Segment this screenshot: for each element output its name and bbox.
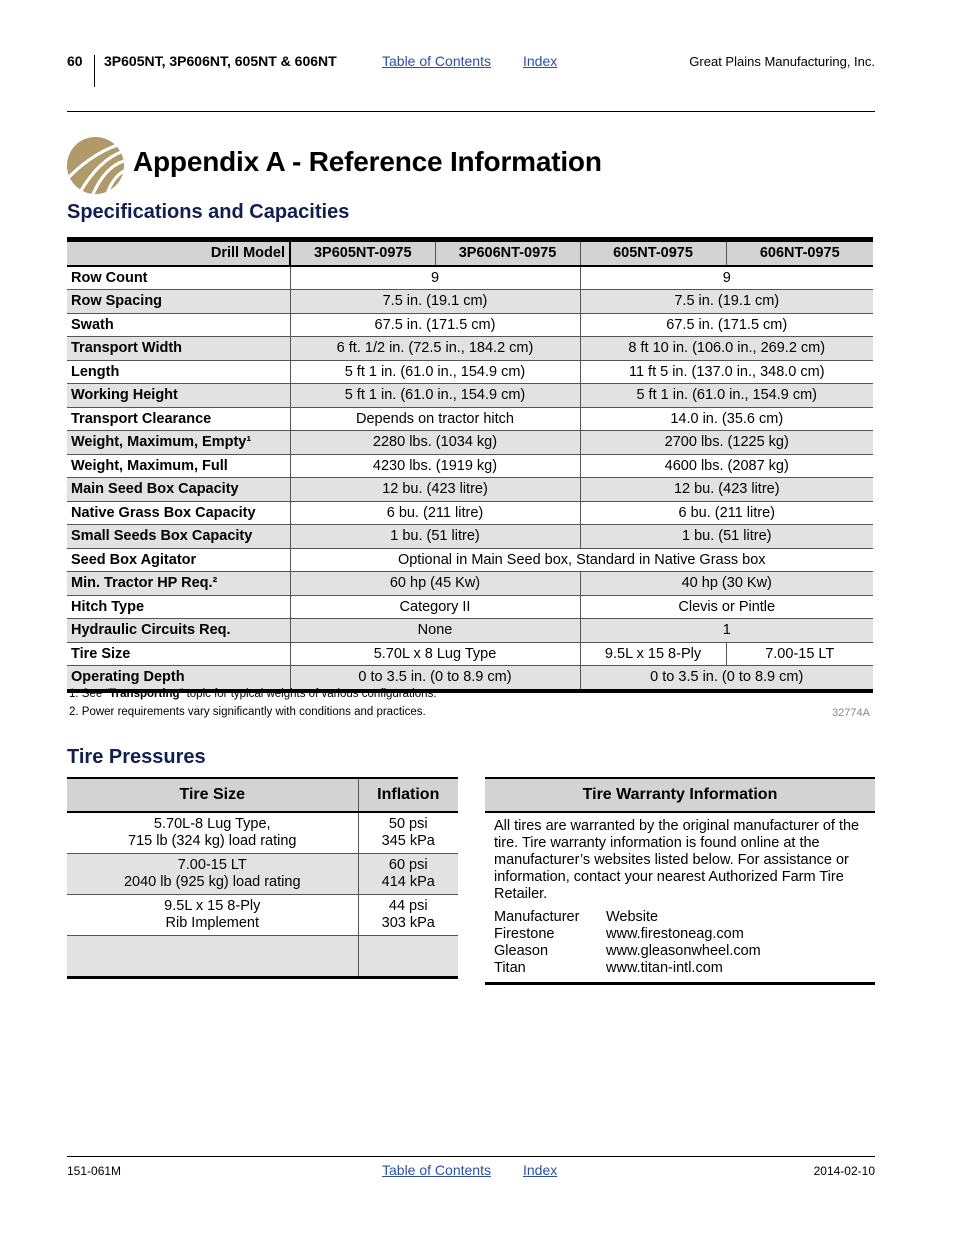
row-label: Hitch Type (67, 595, 290, 619)
row-label: Working Height (67, 384, 290, 408)
table-cell: Optional in Main Seed box, Standard in Native Grass box (290, 548, 873, 572)
table-cell: 5 ft 1 in. (61.0 in., 154.9 cm) (290, 360, 580, 384)
table-row (67, 454, 873, 478)
table-cell: 2280 lbs. (1034 kg) (290, 431, 580, 455)
table-row (67, 360, 873, 384)
table-row (67, 266, 873, 290)
tire-size-cell (67, 854, 358, 895)
table-row (67, 290, 873, 314)
table-cell: 7.5 in. (19.1 cm) (580, 290, 873, 314)
company-name: Great Plains Manufacturing, Inc. (689, 54, 875, 69)
table-cell: 1 bu. (51 litre) (580, 525, 873, 549)
list-item (494, 926, 867, 943)
footnote-text: ” topic for typical weights of various configurations. (179, 688, 437, 700)
table-cell: 8 ft 10 in. (106.0 in., 269.2 cm) (580, 337, 873, 361)
table-row (67, 407, 873, 431)
inflation-cell (358, 812, 458, 854)
table-row (67, 895, 458, 936)
table-cell: 9 (580, 266, 873, 290)
table-cell: Depends on tractor hitch (290, 407, 580, 431)
manufacturer-name: Gleason (494, 943, 549, 959)
row-label: Operating Depth (67, 666, 290, 691)
table-row (67, 812, 458, 854)
table-row (67, 478, 873, 502)
row-label: Swath (67, 313, 290, 337)
row-label: Row Count (67, 266, 290, 290)
inflation-cell (358, 895, 458, 936)
table-row (67, 431, 873, 455)
tire-size-line: 9.5L x 15 8-Ply (164, 898, 261, 914)
manufacturer-website: www.titan-intl.com (606, 960, 723, 976)
table-row (67, 619, 873, 643)
footer-toc-link[interactable]: Table of Contents (382, 1162, 491, 1178)
list-item (494, 960, 867, 977)
tire-size-line: Rib Implement (165, 915, 259, 931)
footnote-text: 1. See “ (69, 688, 110, 700)
table-cell: 67.5 in. (171.5 cm) (580, 313, 873, 337)
column-header: Tire Size (67, 778, 358, 812)
inflation-psi: 60 psi (388, 857, 428, 873)
page-title: Appendix A - Reference Information (133, 146, 602, 177)
row-label: Transport Width (67, 337, 290, 361)
column-header: 3P606NT-0975 (435, 240, 580, 266)
table-cell: 11 ft 5 in. (137.0 in., 348.0 cm) (580, 360, 873, 384)
footnote-1 (69, 688, 437, 700)
table-cell: 2700 lbs. (1225 kg) (580, 431, 873, 455)
inflation-psi: 50 psi (388, 816, 428, 832)
table-cell: 7.00-15 LT (726, 642, 873, 666)
row-label: Small Seeds Box Capacity (67, 525, 290, 549)
header-index-link[interactable]: Index (523, 53, 558, 69)
table-cell: 6 ft. 1/2 in. (72.5 in., 184.2 cm) (290, 337, 580, 361)
table-cell: 14.0 in. (35.6 cm) (580, 407, 873, 431)
table-cell: 4600 lbs. (2087 kg) (580, 454, 873, 478)
manufacturer-website: www.gleasonwheel.com (606, 943, 761, 959)
table-cell: 12 bu. (423 litre) (580, 478, 873, 502)
table-cell: 67.5 in. (171.5 cm) (290, 313, 580, 337)
inflation-cell (358, 854, 458, 895)
table-cell: 6 bu. (211 litre) (290, 501, 580, 525)
specs-heading: Specifications and Capacities (67, 201, 350, 223)
table-cell: 9 (290, 266, 580, 290)
table-cell: 4230 lbs. (1919 kg) (290, 454, 580, 478)
row-label: Transport Clearance (67, 407, 290, 431)
manufacturer-column-label: Manufacturer (494, 909, 580, 925)
table-row (67, 337, 873, 361)
tire-size-cell (67, 895, 358, 936)
tire-pressure-table (67, 777, 458, 979)
tire-warranty-box (485, 777, 875, 985)
inflation-kpa: 303 kPa (381, 915, 435, 931)
great-plains-logo-icon (67, 137, 124, 194)
manufacturer-name: Firestone (494, 926, 555, 942)
page-number: 60 (67, 53, 83, 69)
row-label: Tire Size (67, 642, 290, 666)
table-row (67, 501, 873, 525)
manufacturer-name: Titan (494, 960, 526, 976)
inflation-cell (358, 936, 458, 978)
table-cell: None (290, 619, 580, 643)
column-header: 605NT-0975 (580, 240, 726, 266)
table-row (67, 525, 873, 549)
table-row (67, 666, 873, 691)
tire-size-cell (67, 936, 358, 978)
row-label: Hydraulic Circuits Req. (67, 619, 290, 643)
footnote-2: 2. Power requirements vary significantly with conditions and practices. (69, 706, 426, 718)
row-label: Row Spacing (67, 290, 290, 314)
table-row (67, 642, 873, 666)
footer-rule (67, 1156, 875, 1157)
tire-size-cell (67, 812, 358, 854)
row-label: Weight, Maximum, Full (67, 454, 290, 478)
row-label: Main Seed Box Capacity (67, 478, 290, 502)
specifications-table (67, 237, 873, 693)
tire-size-line: 7.00-15 LT (177, 857, 247, 873)
inflation-kpa: 345 kPa (381, 833, 435, 849)
document-title: 3P605NT, 3P606NT, 605NT & 606NT (104, 53, 337, 69)
warranty-heading: Tire Warranty Information (485, 779, 875, 813)
column-header: Inflation (358, 778, 458, 812)
figure-id: 32774A (832, 707, 870, 719)
table-row (67, 384, 873, 408)
table-cell: 0 to 3.5 in. (0 to 8.9 cm) (290, 666, 580, 691)
table-row (67, 936, 458, 978)
row-label: Weight, Maximum, Empty¹ (67, 431, 290, 455)
header-divider (94, 55, 95, 87)
column-header: 3P605NT-0975 (290, 240, 435, 266)
tire-size-line: 5.70L-8 Lug Type, (153, 816, 271, 832)
table-row (67, 595, 873, 619)
row-label: Seed Box Agitator (67, 548, 290, 572)
manufacturer-website: www.firestoneag.com (606, 926, 744, 942)
table-cell: 60 hp (45 Kw) (290, 572, 580, 596)
table-cell: 9.5L x 15 8-Ply (580, 642, 726, 666)
table-cell: 1 bu. (51 litre) (290, 525, 580, 549)
table-row (67, 854, 458, 895)
row-label: Min. Tractor HP Req.² (67, 572, 290, 596)
footer-index-link[interactable]: Index (523, 1162, 558, 1178)
tire-size-line: 715 lb (324 kg) load rating (128, 833, 297, 849)
header-rule (67, 111, 875, 112)
table-row (67, 572, 873, 596)
list-item (494, 943, 867, 960)
table-cell: 5 ft 1 in. (61.0 in., 154.9 cm) (580, 384, 873, 408)
tire-pressures-heading: Tire Pressures (67, 746, 206, 768)
warranty-body (485, 813, 875, 982)
table-cell: Category II (290, 595, 580, 619)
table-cell: 6 bu. (211 litre) (580, 501, 873, 525)
table-header-row (67, 240, 873, 266)
tire-size-line: 2040 lb (925 kg) load rating (123, 874, 301, 890)
table-cell: 40 hp (30 Kw) (580, 572, 873, 596)
column-header: 606NT-0975 (726, 240, 873, 266)
table-cell: 5 ft 1 in. (61.0 in., 154.9 cm) (290, 384, 580, 408)
manufacturer-header-row (494, 909, 867, 926)
table-row (67, 313, 873, 337)
table-cell: 7.5 in. (19.1 cm) (290, 290, 580, 314)
warranty-text: All tires are warranted by the original manufacturer of the tire. Tire warranty information is found online at the manufacturer’s websites listed below. For assistance or information, contact your nearest Authorized Farm Tire Retailer. (494, 818, 860, 902)
website-column-label: Website (606, 909, 659, 925)
inflation-psi: 44 psi (388, 898, 428, 914)
row-label: Length (67, 360, 290, 384)
table-cell: 1 (580, 619, 873, 643)
table-cell: Clevis or Pintle (580, 595, 873, 619)
revision-date: 2014-02-10 (813, 1164, 875, 1178)
header-toc-link[interactable]: Table of Contents (382, 53, 491, 69)
table-cell: 0 to 3.5 in. (0 to 8.9 cm) (580, 666, 873, 691)
row-label: Native Grass Box Capacity (67, 501, 290, 525)
column-header: Drill Model (67, 240, 290, 266)
footnote-bold: Transporting (109, 688, 180, 700)
document-number: 151-061M (67, 1164, 122, 1178)
table-row (67, 548, 873, 572)
table-header-row (67, 778, 458, 812)
table-cell: 12 bu. (423 litre) (290, 478, 580, 502)
inflation-kpa: 414 kPa (381, 874, 435, 890)
table-cell: 5.70L x 8 Lug Type (290, 642, 580, 666)
